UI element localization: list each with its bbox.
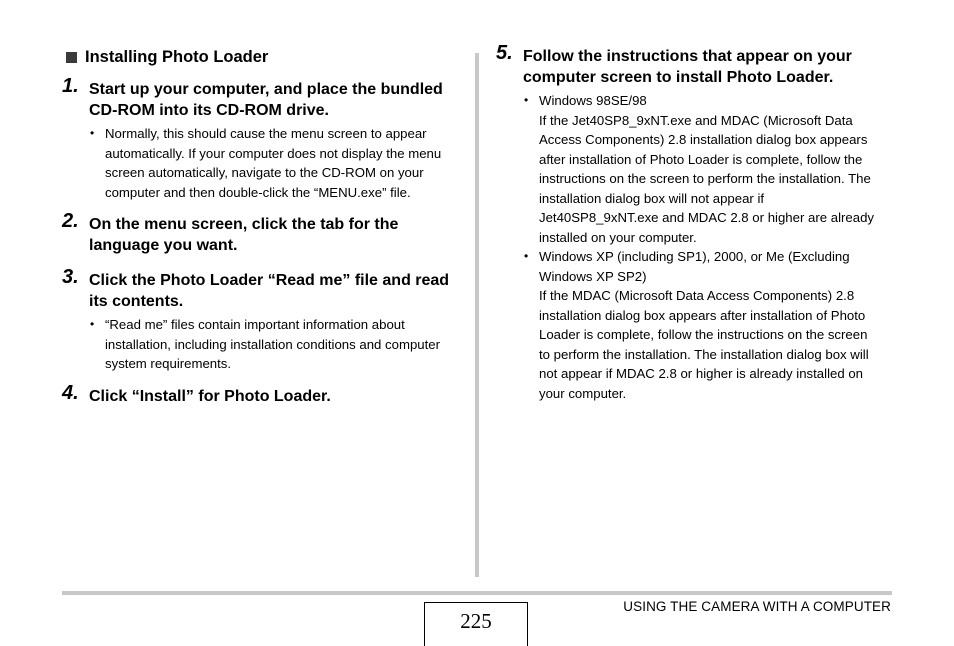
step-2 xyxy=(62,210,462,256)
note-line: installation dialog box appears after installation of Photo xyxy=(539,307,866,323)
note-line: automatically. If your computer does not display the menu xyxy=(105,145,442,161)
note-line: Jet40SP8_9xNT.exe and MDAC 2.8 or higher are already xyxy=(539,210,874,225)
note-line: Normally, this should cause the menu screen to appear xyxy=(105,126,427,141)
bullet-dot-icon: • xyxy=(524,249,529,263)
step-instruction: Click the Photo Loader “Read me” file and read its contents. xyxy=(89,272,450,310)
square-bullet-icon xyxy=(66,52,77,63)
step-4 xyxy=(62,381,462,407)
step-5-notes xyxy=(523,91,896,403)
note-line: screen automatically, navigate to the CD-ROM on your xyxy=(105,165,424,180)
page-number: 225 xyxy=(424,602,528,646)
note-line: to perform the installation. The installation dialog box will xyxy=(539,346,869,362)
step-number: 3. xyxy=(62,266,79,288)
step-number: 5. xyxy=(496,42,513,64)
left-column xyxy=(62,46,462,409)
step-1 xyxy=(62,75,462,121)
right-column xyxy=(496,42,896,403)
note-item-windows-98 xyxy=(523,91,896,247)
step-3-notes xyxy=(89,315,462,374)
step-instruction: Follow the instructions that appear on your computer screen to install Photo Loader. xyxy=(523,48,852,86)
note-line: your computer. xyxy=(539,385,627,401)
step-instruction: Start up your computer, and place the bundled CD-ROM into its CD-ROM drive. xyxy=(89,81,443,119)
step-3 xyxy=(62,266,462,312)
note-item-windows-xp xyxy=(523,247,896,403)
note-item xyxy=(89,124,462,202)
step-number: 1. xyxy=(62,75,79,97)
note-line: Access Components) 2.8 installation dialog box appears xyxy=(539,132,868,147)
note-line: “Read me” files contain important information about xyxy=(105,317,405,332)
chapter-label: USING THE CAMERA WITH A COMPUTER xyxy=(623,599,891,614)
step-instruction: Click “Install” for Photo Loader. xyxy=(89,387,331,405)
bullet-dot-icon: • xyxy=(90,317,95,331)
footer-rule xyxy=(62,591,892,595)
step-1-notes xyxy=(89,124,462,202)
step-5 xyxy=(496,42,896,88)
section-title-text: Installing Photo Loader xyxy=(85,48,269,66)
note-line: installation, including installation conditions and computer xyxy=(105,336,441,352)
note-line: Loader is complete, follow the instructions on the screen xyxy=(539,327,868,342)
note-item xyxy=(89,315,462,374)
section-heading xyxy=(62,46,462,68)
note-line: installation dialog box will not appear if xyxy=(539,190,765,206)
bullet-dot-icon: • xyxy=(524,93,529,107)
column-divider xyxy=(475,53,479,577)
step-instruction: On the menu screen, click the tab for the language you want. xyxy=(89,216,399,254)
note-line: computer and then double-click the “MENU.exe” file. xyxy=(105,184,411,200)
note-line: after installation of Photo Loader is complete, follow the xyxy=(539,151,863,167)
note-line: instructions on the screen to perform the installation. The xyxy=(539,171,871,186)
note-line: If the Jet40SP8_9xNT.exe and MDAC (Microsoft Data xyxy=(539,112,853,128)
bullet-dot-icon: • xyxy=(90,126,95,140)
note-line: Windows 98SE/98 xyxy=(539,93,647,108)
note-line: installed on your computer. xyxy=(539,229,697,245)
step-number: 2. xyxy=(62,210,79,232)
note-line: Windows XP (including SP1), 2000, or Me (Excluding xyxy=(539,249,850,264)
step-number: 4. xyxy=(62,381,79,404)
note-line: Windows XP SP2) xyxy=(539,268,647,284)
note-line: If the MDAC (Microsoft Data Access Components) 2.8 xyxy=(539,288,855,303)
note-line: system requirements. xyxy=(105,356,232,371)
note-line: not appear if MDAC 2.8 or higher is already installed on xyxy=(539,366,864,381)
